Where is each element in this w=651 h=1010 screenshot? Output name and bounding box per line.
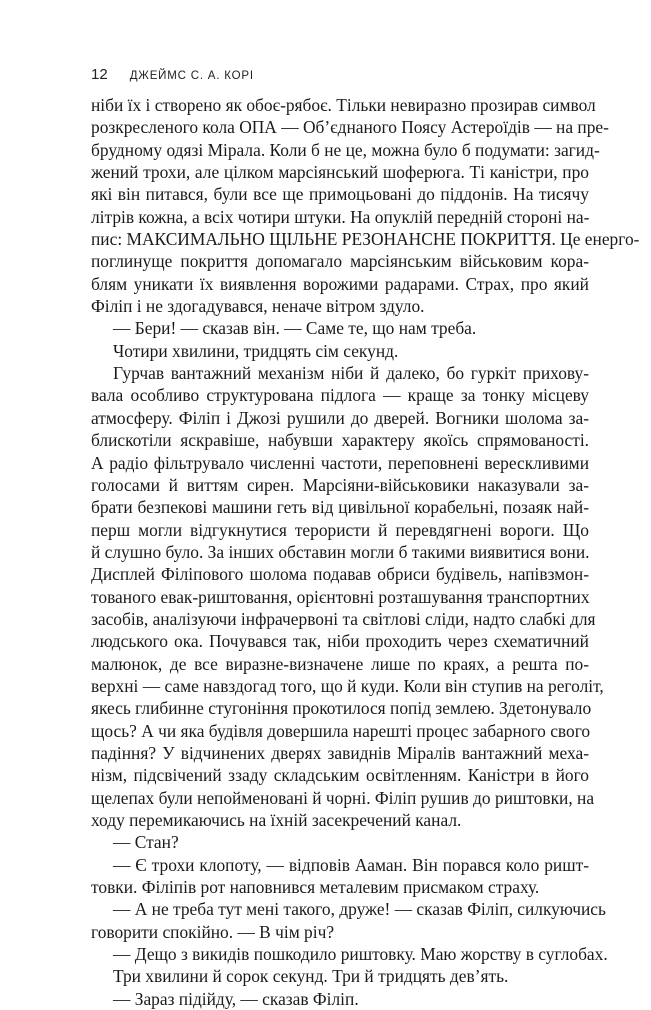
text-line: блям уникати їх виявлення ворожими радарами. Страх, про який [91, 273, 589, 294]
text-line: говорити спокійно. — В чім річ? [91, 921, 335, 942]
text-line: щелепах були непойменовані й чорні. Філіп рушив до риштовки, на [91, 787, 595, 808]
text-line: — Зараз підійду, — сказав Філіп. [113, 988, 359, 1009]
text-line: нізм, підсвічений ззаду складським освітленням. Каністри в його [91, 765, 589, 786]
text-line: які він питався, були все ще примоцьовані до піддонів. На тисячу [91, 184, 589, 205]
text-line: ходу перемикаючись на їхній засекречений канал. [91, 810, 462, 830]
text-line: — Стан? [113, 832, 179, 853]
text-line: атмосферу. Філіп і Джозі рушили до дверей. Вогники шолома за- [91, 407, 589, 428]
text-line: щось? А чи яка будівля довершила нарешті процес забарного свого [91, 720, 591, 741]
text-line: Три хвилини й сорок секунд. Три й тридцять дев’ять. [113, 966, 509, 987]
text-line: якесь глибинне стугоніння прокотилося попід землею. Здетонувало [91, 698, 592, 719]
text-line: жений трохи, але цілком марсіянський шоферюга. Ті каністри, про [91, 162, 589, 183]
body-text [91, 94, 640, 1010]
text-line: поглинуще покриття допомагало марсіянським військовим кора- [91, 251, 589, 272]
text-line: верхні — саме навздогад того, що й куди. Коли він ступив на реголіт, [91, 675, 604, 696]
text-line: вала особливо структурована підлога — краще за тонку місцеву [91, 385, 589, 406]
text-line: голосами й виттям сирен. Марсіяни-військовики наказували за- [91, 474, 589, 495]
text-line: літрів кожна, а всіх чотири штуки. На опуклій передній стороні на- [91, 206, 590, 227]
text-line: ніби їх і створено як обоє-рябоє. Тільки невиразно прозирав символ [91, 95, 596, 115]
text-line: людського ока. Почувався так, ніби проходить через схематичний [91, 631, 589, 652]
running-head [91, 66, 254, 83]
text-line: А радіо фільтрувало численні частоти, переповнені верескливими [91, 452, 589, 473]
text-line: брудному одязі Мірала. Коли б не це, можна було б подумати: загид- [91, 139, 600, 160]
text-line: розкресленого кола ОПА — Об’єднаного Поясу Астероїдів — на пре- [91, 117, 609, 138]
text-line: Гурчав вантажний механізм ніби й далеко, бо гуркіт прихову- [113, 363, 589, 384]
text-line: товки. Філіпів рот наповнився металевим присмаком страху. [91, 877, 540, 898]
text-line: — А не треба тут мені такого, друже! — сказав Філіп, силкуючись [113, 899, 606, 920]
text-line: блискотіли яскравіше, набувши характеру якоїсь спрямованості. [91, 430, 589, 451]
page-number: 12 [91, 66, 108, 83]
text-line: — Є трохи клопоту, — відповів Ааман. Він порався коло ришт- [113, 854, 589, 875]
text-line: тованого евак-риштовання, орієнтовні розташування транспортних [91, 586, 590, 607]
text-line: малюнок, де все виразне-визначене лише по краях, а решта по- [91, 653, 589, 674]
text-line: пис: МАКСИМАЛЬНО ЩІЛЬНЕ РЕЗОНАНСНЕ ПОКРИТТЯ. Це енерго- [91, 229, 640, 250]
text-line: Дисплей Філіпового шолома подавав обриси будівель, напівзмон- [91, 564, 589, 585]
running-head-author: ДЖЕЙМС С. А. КОРІ [129, 70, 254, 82]
text-line: — Дещо з викидів пошкодило риштовку. Маю жорству в суглобах. [113, 944, 608, 965]
text-line: перш могли відгукнутися терористи й перевдягнені вороги. Що [91, 519, 589, 540]
text-line: — Бери! — сказав він. — Саме те, що нам треба. [113, 318, 477, 339]
text-line: падіння? У відчинених дверях завиднів Міралів вантажний меха- [91, 742, 589, 763]
text-line: й слушно було. За інших обставин могли б такими виявитися вони. [91, 541, 590, 562]
text-line: Чотири хвилини, тридцять сім секунд. [113, 340, 399, 361]
text-line: брати безпекові машини геть від цивільної корабельні, позаяк най- [91, 497, 589, 518]
text-line: засобів, аналізуючи інфрачервоні та світлові сліди, надто слабкі для [91, 608, 596, 629]
text-line: Філіп і не здогадувався, неначе вітром здуло. [91, 296, 425, 317]
